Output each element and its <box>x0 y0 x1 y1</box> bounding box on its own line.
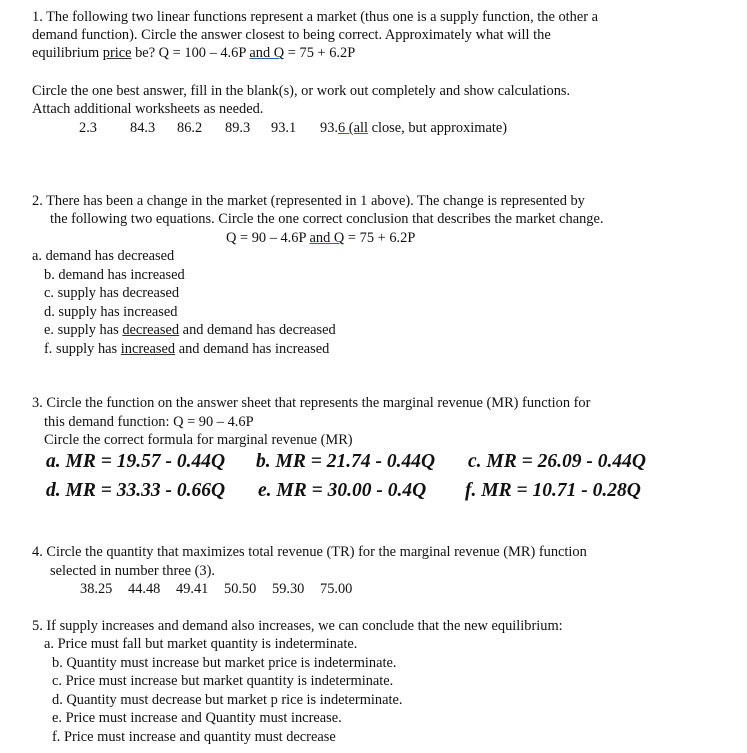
q1-demand-equation: be? Q = 100 – 4.6P <box>131 45 250 61</box>
q5-option-e[interactable]: e. Price must increase and Quantity must increase. <box>52 710 342 726</box>
q1-instruction-2: Attach additional worksheets as needed. <box>32 101 264 117</box>
q1-supply-equation: = 75 + 6.2P <box>284 45 356 61</box>
q3-formula-row-2 <box>46 479 641 503</box>
q1-line-1: 1. The following two linear functions represent a market (thus one is a supply function, the other a <box>32 9 599 25</box>
q2-option-d[interactable]: d. supply has increased <box>44 304 178 320</box>
q2-equation <box>226 229 415 247</box>
q1-price-word: price <box>102 45 132 61</box>
q5-option-d[interactable]: d. Quantity must decrease but market p rice is indeterminate. <box>52 692 403 708</box>
q2-option-e-rest: and demand has decreased <box>179 322 336 338</box>
q1-answer-option[interactable]: 86.2 <box>177 120 203 136</box>
q4-line-1: 4. Circle the quantity that maximizes total revenue (TR) for the marginal revenue (MR) function <box>32 544 587 560</box>
q4-answer-option[interactable]: 38.25 <box>80 581 113 597</box>
q2-option-e[interactable] <box>44 321 336 339</box>
q1-last-answer-link: 6 (all <box>338 120 368 136</box>
q2-and-link: and Q <box>309 230 345 246</box>
q2-option-a[interactable]: a. demand has decreased <box>32 248 175 264</box>
q4-answer-option[interactable]: 59.30 <box>272 581 305 597</box>
q2-option-e-underlined: decreased <box>122 322 180 338</box>
q2-option-f-text: f. supply has <box>44 341 121 357</box>
q3-formula-f[interactable]: f. MR = 10.71 - 0.28Q <box>465 480 641 501</box>
q4-answer-option[interactable]: 50.50 <box>224 581 257 597</box>
q3-formula-a[interactable]: a. MR = 19.57 - 0.44Q <box>46 451 226 472</box>
q4-answer-option[interactable]: 44.48 <box>128 581 161 597</box>
q5-option-c[interactable]: c. Price must increase but market quantity is indeterminate. <box>52 673 394 689</box>
q1-last-answer-text: 93. <box>320 120 338 136</box>
q2-line-2: the following two equations. Circle the one correct conclusion that describes the market change. <box>50 211 604 227</box>
q1-answer-option-last[interactable] <box>320 120 507 136</box>
q5-option-b[interactable]: b. Quantity must increase but market price is indeterminate. <box>52 655 397 671</box>
q1-last-answer-note: close, but approximate) <box>367 120 508 136</box>
q4-answer-option[interactable]: 75.00 <box>320 581 353 597</box>
q1-answer-option[interactable]: 89.3 <box>225 120 251 136</box>
q1-line-2: demand function). Circle the answer closest to being correct. Approximately what will the <box>32 27 551 43</box>
q2-option-f-underlined: increased <box>120 341 176 357</box>
q4-line-2: selected in number three (3). <box>50 563 216 579</box>
q3-line-2: this demand function: Q = 90 – 4.6P <box>44 414 254 430</box>
q3-formula-e[interactable]: e. MR = 30.00 - 0.4Q <box>258 480 427 501</box>
q5-line-1: 5. If supply increases and demand also increases, we can conclude that the new equilibrium: <box>32 618 563 634</box>
q2-option-e-text: e. supply has <box>44 322 123 338</box>
q1-instruction-1: Circle the one best answer, fill in the blank(s), or work out completely and show calculations. <box>32 83 571 99</box>
q2-demand-equation: Q = 90 – 4.6P <box>226 230 310 246</box>
q2-line-1: 2. There has been a change in the market (represented in 1 above). The change is represented by <box>32 193 585 209</box>
q2-option-c[interactable]: c. supply has decreased <box>44 285 180 301</box>
q1-and-link: and Q <box>249 45 285 61</box>
q1-answer-option[interactable]: 84.3 <box>130 120 156 136</box>
q1-line-3 <box>32 44 355 62</box>
q1-answer-option[interactable]: 93.1 <box>271 120 297 136</box>
q1-answer-option[interactable]: 2.3 <box>79 120 97 136</box>
q4-answer-option[interactable]: 49.41 <box>176 581 209 597</box>
q4-answer-row <box>80 580 352 598</box>
q1-text: equilibrium <box>32 45 103 61</box>
q3-line-3: Circle the correct formula for marginal revenue (MR) <box>44 432 353 448</box>
q2-option-f[interactable] <box>44 340 329 358</box>
q3-formula-b[interactable]: b. MR = 21.74 - 0.44Q <box>256 451 436 472</box>
q3-line-1: 3. Circle the function on the answer sheet that represents the marginal revenue (MR) function for <box>32 395 591 411</box>
q1-answer-row <box>79 119 507 137</box>
q2-supply-equation: = 75 + 6.2P <box>344 230 416 246</box>
q2-option-f-rest: and demand has increased <box>175 341 330 357</box>
q5-option-a[interactable]: a. Price must fall but market quantity is indeterminate. <box>44 636 358 652</box>
q5-option-f[interactable]: f. Price must increase and quantity must decrease <box>52 729 336 745</box>
q2-option-b[interactable]: b. demand has increased <box>44 267 185 283</box>
q3-formula-row-1 <box>46 450 646 474</box>
q3-formula-d[interactable]: d. MR = 33.33 - 0.66Q <box>46 480 226 501</box>
q3-formula-c[interactable]: c. MR = 26.09 - 0.44Q <box>468 451 646 472</box>
